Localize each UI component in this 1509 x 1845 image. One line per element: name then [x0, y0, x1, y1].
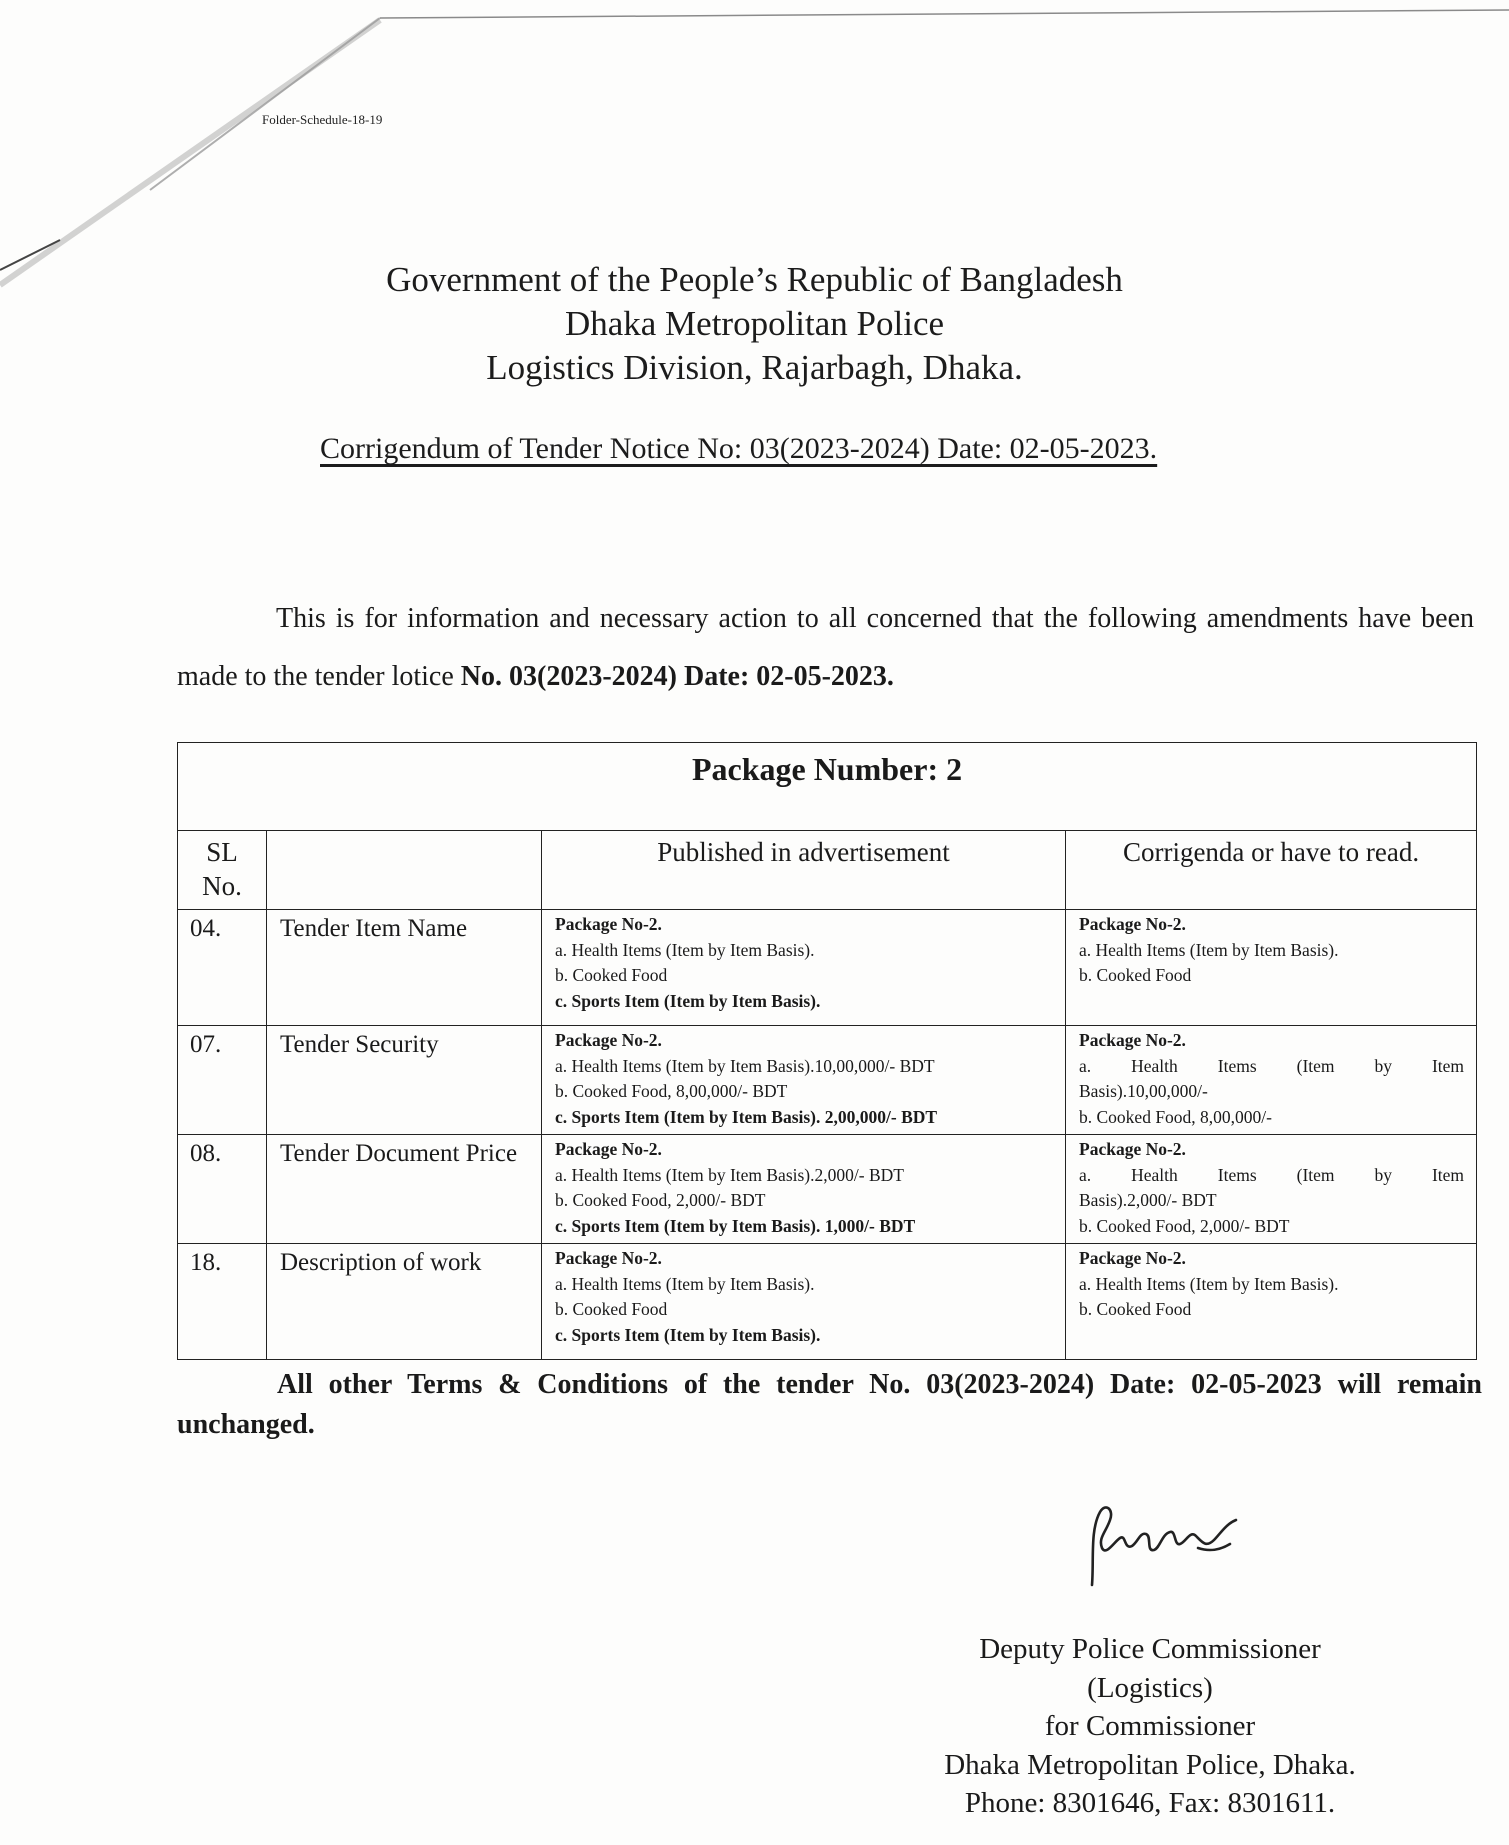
- published-line: a. Health Items (Item by Item Basis).10,00,000/- BDT: [555, 1055, 935, 1076]
- row-item-name: Tender Security: [267, 1026, 542, 1135]
- row-corrigenda-cell: [1066, 910, 1477, 1026]
- organization-name: Dhaka Metropolitan Police: [564, 304, 945, 343]
- row-item-name: Tender Document Price: [267, 1135, 542, 1244]
- page-fold-mark: [0, 0, 1509, 300]
- corrigenda-line: a. Health Items (Item by Item: [1079, 1164, 1465, 1185]
- corrigenda-line: b. Cooked Food, 2,000/- BDT: [1079, 1215, 1290, 1236]
- table-row: [178, 910, 1477, 1026]
- corrigenda-line: a. Health Items (Item by Item Basis).: [1079, 939, 1339, 960]
- published-line: Package No-2.: [555, 914, 662, 934]
- folder-schedule-label: Folder-Schedule-18-19: [262, 112, 383, 127]
- table-row: [178, 1026, 1477, 1135]
- published-line: b. Cooked Food, 8,00,000/- BDT: [555, 1081, 788, 1101]
- corrigenda-line: b. Cooked Food, 8,00,000/-: [1079, 1106, 1272, 1127]
- published-line: c. Sports Item (Item by Item Basis).: [555, 1324, 821, 1345]
- published-line: a. Health Items (Item by Item Basis).: [555, 939, 815, 960]
- government-name: Government of the People’s Republic of Bangladesh: [386, 260, 1123, 299]
- published-line: a. Health Items (Item by Item Basis).2,000/- BDT: [555, 1164, 904, 1185]
- published-line: b. Cooked Food: [555, 1299, 668, 1319]
- published-line: Package No-2.: [555, 1139, 662, 1159]
- corrigenda-line: a. Health Items (Item by Item Basis).: [1079, 1273, 1339, 1294]
- table-row: [178, 1135, 1477, 1244]
- signatory-block: [880, 1630, 1420, 1823]
- signatory-contact: Phone: 8301646, Fax: 8301611.: [964, 1787, 1336, 1819]
- signatory-department: (Logistics): [1087, 1671, 1213, 1704]
- published-line: c. Sports Item (Item by Item Basis). 1,000/- BDT: [555, 1215, 916, 1236]
- corrigenda-line: Package No-2.: [1079, 1030, 1186, 1050]
- handwritten-signature: [1080, 1490, 1280, 1600]
- row-published-cell: [542, 1135, 1066, 1244]
- row-corrigenda-cell: [1066, 1244, 1477, 1360]
- corrigenda-line: Basis).2,000/- BDT: [1079, 1190, 1217, 1210]
- division-address: Logistics Division, Rajarbagh, Dhaka.: [486, 348, 1023, 387]
- row-published-cell: [542, 1244, 1066, 1360]
- corrigenda-line: Basis).10,00,000/-: [1079, 1081, 1208, 1101]
- package-number-heading: Package Number: 2: [178, 743, 1477, 831]
- table-row: [178, 1244, 1477, 1360]
- row-item-name: Description of work: [267, 1244, 542, 1360]
- corrigenda-line: Package No-2.: [1079, 1248, 1186, 1268]
- amendment-table: [177, 742, 1477, 1360]
- row-sl-no: 07.: [178, 1026, 267, 1135]
- corrigenda-line: a. Health Items (Item by Item: [1079, 1055, 1465, 1076]
- published-line: b. Cooked Food, 2,000/- BDT: [555, 1190, 766, 1210]
- row-sl-no: 18.: [178, 1244, 267, 1360]
- published-line: c. Sports Item (Item by Item Basis). 2,00,000/- BDT: [555, 1106, 938, 1127]
- corrigenda-line: Package No-2.: [1079, 1139, 1186, 1159]
- published-line: Package No-2.: [555, 1030, 662, 1050]
- corrigenda-line: b. Cooked Food: [1079, 1299, 1192, 1319]
- header-sl-no: SL No.: [178, 831, 267, 910]
- published-line: Package No-2.: [555, 1248, 662, 1268]
- closing-statement: All other Terms & Conditions of the tender No. 03(2023-2024) Date: 02-05-2023 will remain unchanged.: [177, 1369, 1482, 1440]
- row-corrigenda-cell: [1066, 1135, 1477, 1244]
- published-line: b. Cooked Food: [555, 965, 668, 985]
- row-sl-no: 08.: [178, 1135, 267, 1244]
- header-item: [267, 831, 542, 910]
- corrigenda-line: b. Cooked Food: [1079, 965, 1192, 985]
- corrigendum-title: Corrigendum of Tender Notice No: 03(2023-2024) Date: 02-05-2023.: [320, 432, 1158, 465]
- published-line: c. Sports Item (Item by Item Basis).: [555, 990, 821, 1011]
- table-header-row: [178, 831, 1477, 910]
- row-item-name: Tender Item Name: [267, 910, 542, 1026]
- signatory-organization: Dhaka Metropolitan Police, Dhaka.: [944, 1748, 1356, 1781]
- intro-notice-reference: No. 03(2023-2024) Date: 02-05-2023.: [460, 661, 894, 692]
- published-line: a. Health Items (Item by Item Basis).: [555, 1273, 815, 1294]
- header-published: Published in advertisement: [542, 831, 1066, 910]
- row-corrigenda-cell: [1066, 1026, 1477, 1135]
- signatory-title: Deputy Police Commissioner: [979, 1633, 1321, 1665]
- row-published-cell: [542, 910, 1066, 1026]
- row-sl-no: 04.: [178, 910, 267, 1026]
- intro-text: This is for information and necessary action to all concerned that the following amendments have been made to the tender lotice: [177, 603, 1474, 692]
- row-published-cell: [542, 1026, 1066, 1135]
- signatory-on-behalf: for Commissioner: [1044, 1710, 1256, 1742]
- letterhead: [0, 258, 1509, 390]
- corrigenda-line: Package No-2.: [1079, 914, 1186, 934]
- header-corrigenda: Corrigenda or have to read.: [1066, 831, 1477, 910]
- intro-paragraph: [177, 590, 1474, 706]
